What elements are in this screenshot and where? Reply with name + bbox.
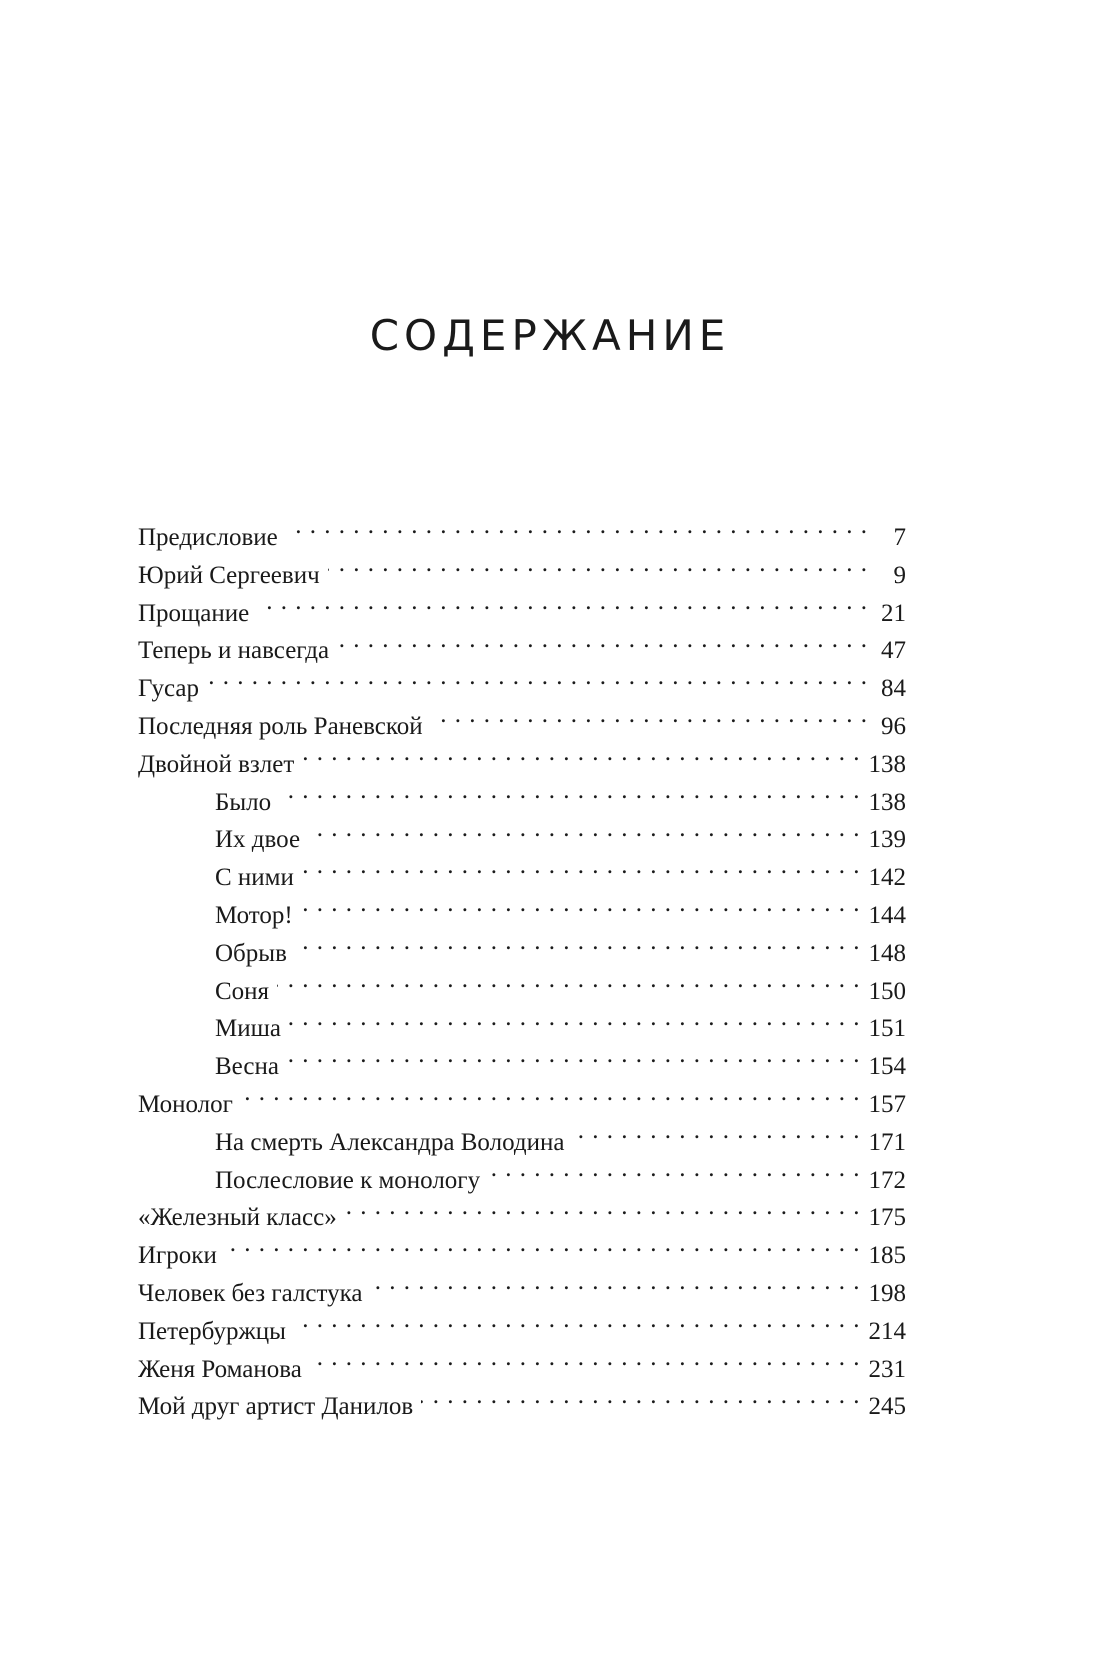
dot-leader <box>328 558 868 583</box>
toc-page-number: 214 <box>868 1317 906 1345</box>
toc-entry-title: Мой друг артист Данилов <box>138 1393 414 1421</box>
toc-page-number: 138 <box>868 788 906 816</box>
toc-page-number: 7 <box>893 524 906 551</box>
toc-entry[interactable] <box>138 1237 906 1275</box>
dot-leader <box>279 785 860 810</box>
dot-leader <box>277 974 860 999</box>
toc-entry[interactable] <box>138 1351 906 1389</box>
toc-page-number: 185 <box>868 1242 906 1270</box>
toc-entry[interactable] <box>138 1199 906 1237</box>
toc-page-number: 175 <box>868 1204 906 1232</box>
page-title: СОДЕРЖАНИЕ <box>369 311 731 360</box>
toc-page-number: 245 <box>868 1393 906 1421</box>
toc-page-number: 96 <box>881 712 906 740</box>
toc-entry[interactable] <box>138 519 906 557</box>
dot-leader <box>301 898 861 923</box>
toc-entry-title: На смерть Александра Володина <box>215 1128 565 1156</box>
toc-entry[interactable] <box>138 708 906 746</box>
toc-entry-title: Предисловие <box>138 524 278 551</box>
toc-entry-title: С ними <box>215 864 294 892</box>
toc-page-number: 84 <box>881 675 906 703</box>
toc-page-number: 154 <box>868 1053 906 1081</box>
toc-page-number: 138 <box>868 750 906 778</box>
dot-leader <box>287 1049 861 1074</box>
dot-leader <box>572 1125 860 1150</box>
toc-page-number: 151 <box>868 1015 906 1043</box>
toc-entry-title: Теперь и навсегда <box>138 637 330 665</box>
toc-entry-title: Соня <box>215 977 270 1005</box>
dot-leader <box>302 747 860 772</box>
toc-entry-title: Миша <box>215 1015 281 1043</box>
table-of-contents <box>138 519 906 1426</box>
toc-entry[interactable] <box>138 557 906 595</box>
toc-entry-title: Последняя роль Раневской <box>138 712 423 740</box>
toc-page-number: 144 <box>868 901 906 929</box>
toc-subentry[interactable] <box>138 821 906 859</box>
toc-entry-title: Человек без галстука <box>138 1279 363 1307</box>
toc-entry[interactable] <box>138 1086 906 1124</box>
dot-leader <box>308 822 860 847</box>
toc-entry[interactable] <box>138 1313 906 1351</box>
toc-entry-title: Двойной взлет <box>138 750 295 778</box>
dot-leader <box>241 1087 861 1112</box>
dot-leader <box>225 1238 861 1263</box>
dot-leader <box>302 860 861 885</box>
toc-entry-title: Женя Романова <box>138 1355 302 1383</box>
toc-entry-title: Мотор! <box>215 901 293 929</box>
toc-page-number: 142 <box>868 864 906 892</box>
toc-page-number: 172 <box>868 1166 906 1194</box>
toc-page-number: 148 <box>868 939 906 967</box>
toc-entry-title: Монолог <box>138 1090 233 1118</box>
toc-page-number: 9 <box>893 561 906 589</box>
dot-leader <box>257 596 868 621</box>
toc-entry-title: Послесловие к монологу <box>215 1166 481 1194</box>
toc-subentry[interactable] <box>138 935 906 973</box>
toc-page-number: 198 <box>868 1279 906 1307</box>
toc-page-number: 47 <box>881 637 906 665</box>
toc-page-number: 157 <box>868 1090 906 1118</box>
dot-leader <box>337 633 868 658</box>
toc-subentry[interactable] <box>138 784 906 822</box>
toc-entry[interactable] <box>138 632 906 670</box>
toc-entry-title: Игроки <box>138 1242 217 1270</box>
toc-entry[interactable] <box>138 1275 906 1313</box>
toc-subentry[interactable] <box>138 859 906 897</box>
toc-entry[interactable] <box>138 595 906 633</box>
dot-leader <box>294 1314 861 1339</box>
toc-page-number: 139 <box>868 826 906 854</box>
toc-subentry[interactable] <box>138 1048 906 1086</box>
toc-entry-title: Прощание <box>138 599 250 627</box>
toc-subentry[interactable] <box>138 1124 906 1162</box>
toc-subentry[interactable] <box>138 1010 906 1048</box>
toc-entry-title: «Железный класс» <box>138 1204 337 1232</box>
toc-entry-title: Петербуржцы <box>138 1317 286 1345</box>
toc-subentry[interactable] <box>138 1162 906 1200</box>
dot-leader <box>431 709 868 734</box>
dot-leader <box>421 1389 860 1414</box>
toc-entry-title: Весна <box>215 1053 279 1081</box>
toc-subentry[interactable] <box>138 973 906 1011</box>
toc-entry[interactable] <box>138 1388 906 1426</box>
toc-entry[interactable] <box>138 670 906 708</box>
toc-entry[interactable] <box>138 746 906 784</box>
toc-entry-title: Обрыв <box>215 939 287 967</box>
toc-page-number: 171 <box>868 1128 906 1156</box>
dot-leader <box>207 671 868 696</box>
dot-leader <box>286 520 868 545</box>
toc-entry-title: Юрий Сергеевич <box>138 561 320 589</box>
dot-leader <box>488 1163 860 1188</box>
dot-leader <box>371 1276 861 1301</box>
toc-subentry[interactable] <box>138 897 906 935</box>
toc-page-number: 21 <box>881 599 906 627</box>
toc-page-number: 150 <box>868 977 906 1005</box>
dot-leader <box>310 1352 861 1377</box>
toc-entry-title: Было <box>215 788 272 816</box>
dot-leader <box>289 1011 861 1036</box>
dot-leader <box>345 1200 861 1225</box>
dot-leader <box>295 936 861 961</box>
toc-entry-title: Гусар <box>138 675 199 703</box>
toc-page-number: 231 <box>868 1355 906 1383</box>
toc-entry-title: Их двое <box>215 826 301 854</box>
